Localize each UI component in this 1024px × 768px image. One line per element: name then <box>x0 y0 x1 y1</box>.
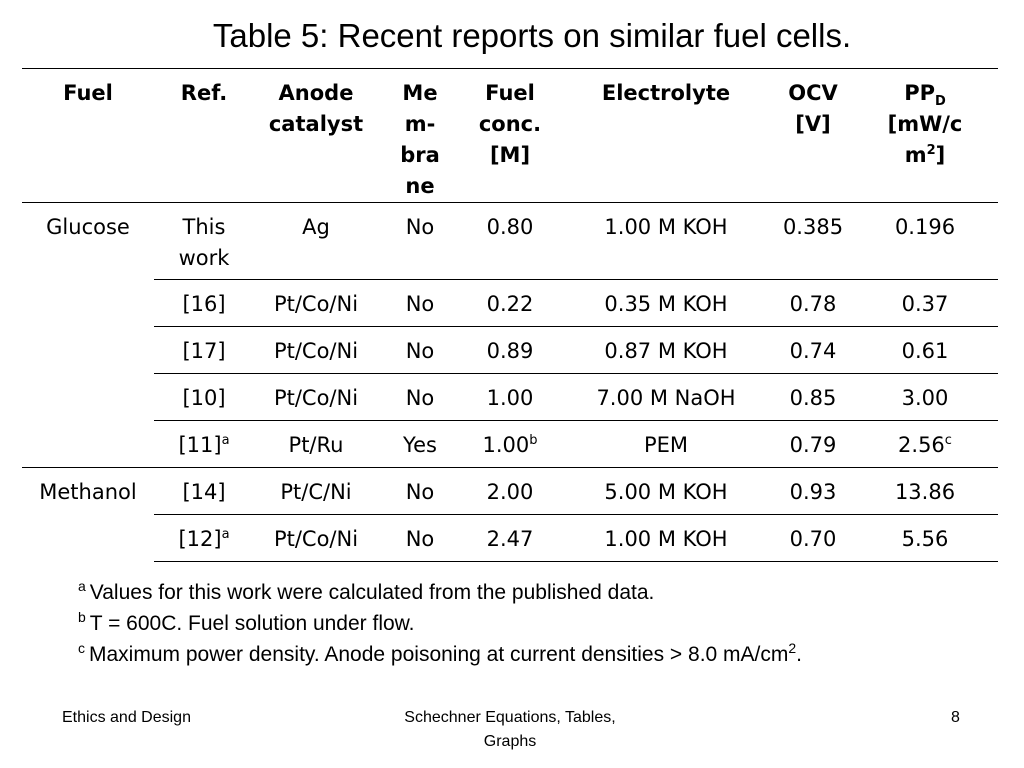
electrolyte-cell: PEM <box>558 421 774 468</box>
membrane-cell: No <box>378 374 462 421</box>
footnotes <box>78 577 802 670</box>
anode-cell: Ag <box>254 203 378 280</box>
membrane-cell: Yes <box>378 421 462 468</box>
electrolyte-cell: 0.87 M KOH <box>558 327 774 374</box>
header-ocv: OCV [V] <box>774 69 852 203</box>
ppd-cell: 5.56 <box>852 515 998 562</box>
anode-cell: Pt/Co/Ni <box>254 374 378 421</box>
ppd-cell: 13.86 <box>852 468 998 515</box>
ppd-cell: 3.00 <box>852 374 998 421</box>
conc-cell: 0.89 <box>462 327 558 374</box>
header-ref: Ref. <box>154 69 254 203</box>
ppd-cell: 0.196 <box>852 203 998 280</box>
header-electrolyte: Electrolyte <box>558 69 774 203</box>
ppd-cell: 2.56$^c$ <box>852 421 998 468</box>
header-fuel: Fuel <box>22 69 154 203</box>
footnote-c: $^c$ Maximum power density. Anode poisoning at current densities > 8.0 $mA/cm^2$. <box>78 640 803 666</box>
fuel-cell-methanol: Methanol <box>22 468 154 562</box>
membrane-cell: No <box>378 468 462 515</box>
membrane-cell: No <box>378 515 462 562</box>
anode-cell: Pt/Co/Ni <box>254 515 378 562</box>
header-anode-catalyst: Anode catalyst <box>254 69 378 203</box>
conc-cell: 0.80 <box>462 203 558 280</box>
ocv-cell: 0.93 <box>774 468 852 515</box>
electrolyte-cell: 1.00 M KOH <box>558 203 774 280</box>
electrolyte-cell: 7.00 M NaOH <box>558 374 774 421</box>
ref-cell: $[11]^a$ <box>154 421 254 468</box>
ref-cell: [16] <box>154 280 254 327</box>
slide-title: Table 5: Recent reports on similar fuel cells. <box>212 17 852 54</box>
conc-cell: 0.22 <box>462 280 558 327</box>
table-row <box>22 327 998 374</box>
conc-cell: 1.00 <box>462 374 558 421</box>
fuel-cell-table <box>22 68 998 562</box>
ocv-cell: 0.385 <box>774 203 852 280</box>
fuel-cell-glucose: Glucose <box>22 203 154 468</box>
membrane-cell: No <box>378 280 462 327</box>
electrolyte-cell: 1.00 M KOH <box>558 515 774 562</box>
table-header-row <box>22 69 998 203</box>
anode-cell: Pt/C/Ni <box>254 468 378 515</box>
footer-topic: Schechner Equations, Tables, Graphs <box>404 709 616 750</box>
ppd-cell: 0.37 <box>852 280 998 327</box>
header-fuel-conc: Fuel conc. [M] <box>462 69 558 203</box>
footnote-b: $^b$ T = 600C. Fuel solution under flow. <box>78 609 415 635</box>
table-row <box>22 421 998 468</box>
conc-cell: 1.00$^b$ <box>462 421 558 468</box>
header-ppd: $PP_D$ [mW/c $m^2$] <box>852 69 998 203</box>
electrolyte-cell: 5.00 M KOH <box>558 468 774 515</box>
ocv-cell: 0.79 <box>774 421 852 468</box>
ppd-cell: 0.61 <box>852 327 998 374</box>
conc-cell: 2.00 <box>462 468 558 515</box>
electrolyte-cell: 0.35 M KOH <box>558 280 774 327</box>
membrane-cell: No <box>378 327 462 374</box>
table-row <box>22 515 998 562</box>
anode-cell: Pt/Co/Ni <box>254 327 378 374</box>
table-row <box>22 468 998 515</box>
ocv-cell: 0.78 <box>774 280 852 327</box>
table-row <box>22 374 998 421</box>
anode-cell: Pt/Co/Ni <box>254 280 378 327</box>
ref-cell: This work <box>154 203 254 280</box>
ref-cell: $[12]^a$ <box>154 515 254 562</box>
membrane-cell: No <box>378 203 462 280</box>
ocv-cell: 0.70 <box>774 515 852 562</box>
ref-cell: [10] <box>154 374 254 421</box>
ref-cell: [14] <box>154 468 254 515</box>
table-row <box>22 280 998 327</box>
conc-cell: 2.47 <box>462 515 558 562</box>
slide-number: 8 <box>951 709 960 726</box>
anode-cell: Pt/Ru <box>254 421 378 468</box>
header-membrane: Me m- bra ne <box>378 69 462 203</box>
table-row <box>22 203 998 280</box>
footnote-a: $^a$ Values for this work were calculated from the published data. <box>78 578 655 604</box>
ocv-cell: 0.74 <box>774 327 852 374</box>
ref-cell: [17] <box>154 327 254 374</box>
footer-course: Ethics and Design <box>62 709 191 726</box>
ocv-cell: 0.85 <box>774 374 852 421</box>
